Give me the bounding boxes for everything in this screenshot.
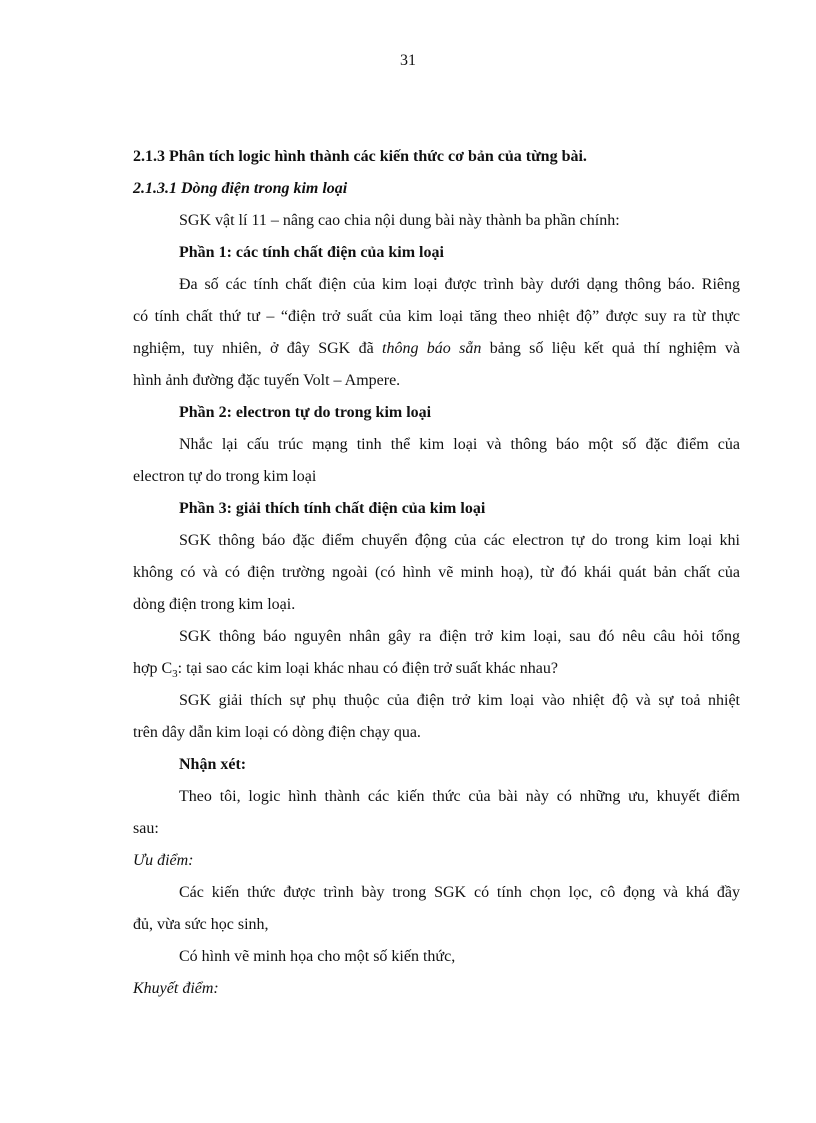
page-body <box>133 141 740 1005</box>
disadvantages-label: Khuyết điểm: <box>133 980 219 997</box>
remarks-heading: Nhận xét: <box>179 756 247 773</box>
remarks-text-line: Theo tôi, logic hình thành các kiến thức của bài này có những ưu, khuyết điểm <box>179 788 740 805</box>
section-heading: 2.1.3 Phân tích logic hình thành các kiến thức cơ bản của từng bài. <box>133 148 587 165</box>
part3-text-line: SGK thông báo nguyên nhân gây ra điện trở kim loại, sau đó nêu câu hỏi tổng <box>179 628 740 645</box>
advantages-label: Ưu điểm: <box>133 852 194 869</box>
part3-text-line: dòng điện trong kim loại. <box>133 596 296 613</box>
part3-text-segment: : tại sao các kim loại khác nhau có điện trở suất khác nhau? <box>177 660 558 677</box>
part3-text-line: SGK thông báo đặc điểm chuyển động của các electron tự do trong kim loại khi <box>179 532 740 549</box>
subsection-heading: 2.1.3.1 Dòng điện trong kim loại <box>133 180 348 197</box>
part2-text-line: Nhắc lại cấu trúc mạng tinh thể kim loại và thông báo một số đặc điểm của <box>179 436 740 453</box>
part2-text-line: electron tự do trong kim loại <box>133 468 317 485</box>
part3-text-line <box>133 653 740 685</box>
advantage-text-line: Các kiến thức được trình bày trong SGK có tính chọn lọc, cô đọng và khá đầy <box>179 884 740 901</box>
part1-text-line <box>133 333 740 365</box>
advantage-text-line: đủ, vừa sức học sinh, <box>133 916 269 933</box>
subscript-index: 3 <box>172 668 178 681</box>
page-number: 31 <box>400 52 416 69</box>
part3-text-line: trên dây dẫn kim loại có dòng điện chạy qua. <box>133 724 421 741</box>
part1-italic-phrase: thông báo sẵn <box>382 340 482 357</box>
part3-text-segment: hợp C <box>133 660 173 677</box>
part1-text-segment: bảng số liệu kết quả thí nghiệm và <box>481 340 740 357</box>
part3-heading: Phần 3: giải thích tính chất điện của kim loại <box>179 500 486 517</box>
part1-text-segment: nghiệm, tuy nhiên, ở đây SGK đã <box>133 340 383 357</box>
part1-text-line: Đa số các tính chất điện của kim loại được trình bày dưới dạng thông báo. Riêng <box>179 276 740 293</box>
part1-heading: Phần 1: các tính chất điện của kim loại <box>179 244 444 261</box>
part1-text-line: hình ảnh đường đặc tuyến Volt – Ampere. <box>133 372 401 389</box>
intro-paragraph: SGK vật lí 11 – nâng cao chia nội dung bài này thành ba phần chính: <box>179 212 620 229</box>
advantage-text-line: Có hình vẽ minh họa cho một số kiến thức, <box>179 948 456 965</box>
part3-text-line: không có và có điện trường ngoài (có hình vẽ minh hoạ), từ đó khái quát bản chất của <box>133 564 740 581</box>
part1-text-line: có tính chất thứ tư – “điện trở suất của kim loại tăng theo nhiệt độ” được suy ra từ thực <box>133 308 740 325</box>
part3-text-line: SGK giải thích sự phụ thuộc của điện trở kim loại vào nhiệt độ và sự toả nhiệt <box>179 692 740 709</box>
part2-heading: Phần 2: electron tự do trong kim loại <box>179 404 432 421</box>
remarks-text-line: sau: <box>133 820 159 837</box>
